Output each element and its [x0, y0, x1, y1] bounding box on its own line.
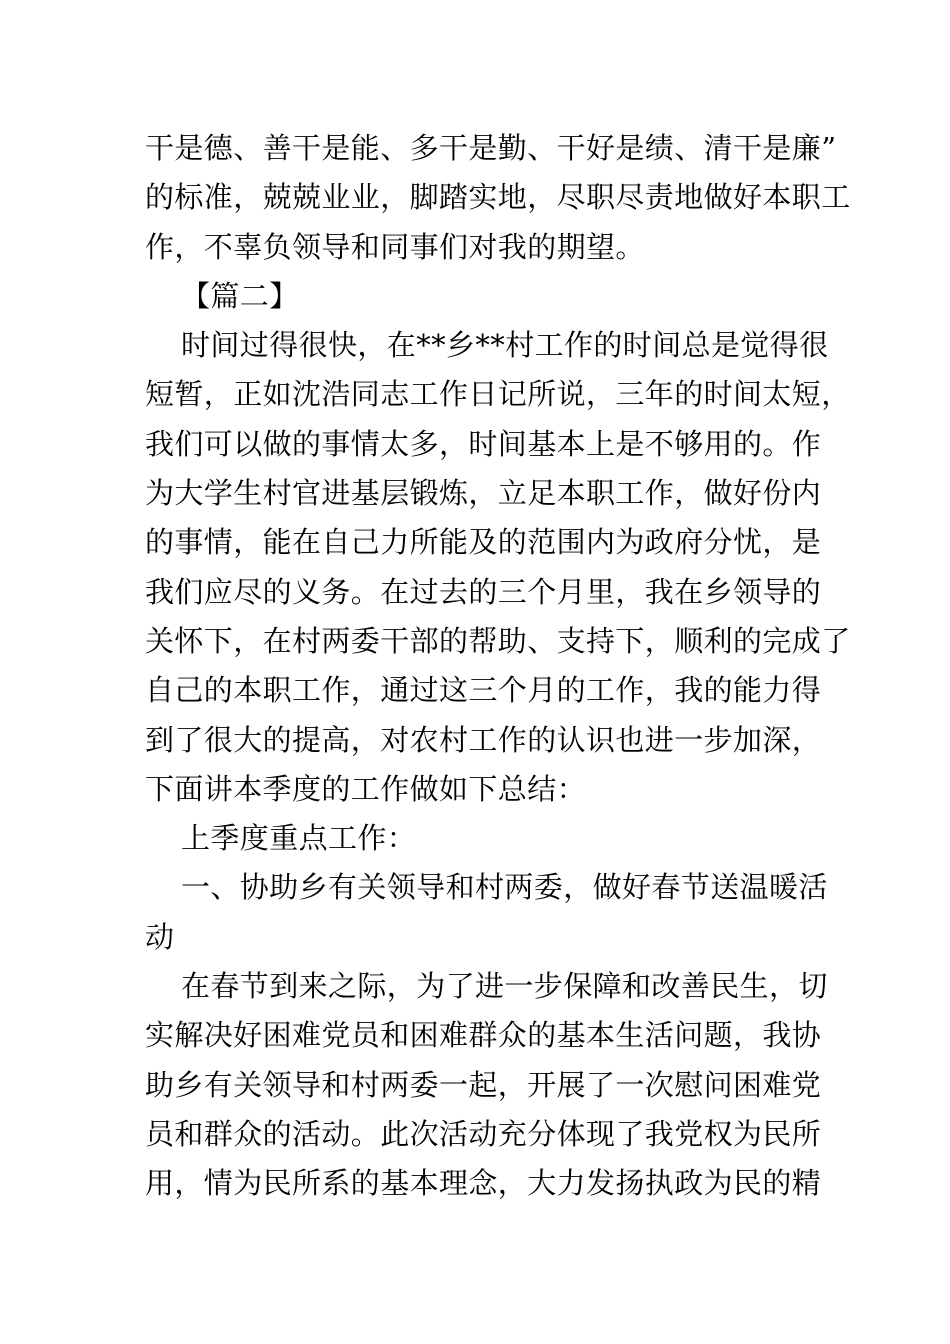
- text-line: 短暂，正如沈浩同志工作日记所说，三年的时间太短，: [145, 377, 851, 412]
- text-line: 下面讲本季度的工作做如下总结：: [145, 771, 587, 806]
- text-line: 【篇二】: [181, 278, 299, 313]
- text-line: 上季度重点工作：: [181, 821, 417, 856]
- text-line: 员和群众的活动。此次活动充分体现了我党权为民所: [145, 1116, 822, 1151]
- text-line: 为大学生村官进基层锻炼，立足本职工作，做好份内: [145, 476, 822, 511]
- text-line: 我们可以做的事情太多，时间基本上是不够用的。作: [145, 426, 822, 461]
- text-line: 作，不辜负领导和同事们对我的期望。: [145, 229, 645, 264]
- text-line: 用，情为民所系的基本理念，大力发扬执政为民的精: [145, 1166, 822, 1201]
- text-line: 的事情，能在自己力所能及的范围内为政府分忧，是: [145, 525, 822, 560]
- text-line: 动: [145, 919, 175, 954]
- text-line: 在春节到来之际，为了进一步保障和改善民生，切: [181, 969, 828, 1004]
- text-line: 一、协助乡有关领导和村两委，做好春节送温暖活: [181, 870, 828, 905]
- text-line: 实解决好困难党员和困难群众的基本生活问题，我协: [145, 1018, 822, 1053]
- text-line: 我们应尽的义务。在过去的三个月里，我在乡领导的: [145, 574, 822, 609]
- text-line: 的标准，兢兢业业，脚踏实地，尽职尽责地做好本职工: [145, 180, 851, 215]
- text-line: 自己的本职工作，通过这三个月的工作，我的能力得: [145, 673, 822, 708]
- text-line: 到了很大的提高，对农村工作的认识也进一步加深，: [145, 722, 822, 757]
- document-body: [145, 124, 851, 1209]
- text-line: 干是德、善干是能、多干是勤、干好是绩、清干是廉”: [145, 131, 837, 165]
- text-line: 时间过得很快，在**乡**村工作的时间总是觉得很: [181, 328, 829, 363]
- text-line: 助乡有关领导和村两委一起，开展了一次慰问困难党: [145, 1067, 822, 1102]
- text-line: 关怀下，在村两委干部的帮助、支持下，顺利的完成了: [145, 623, 851, 658]
